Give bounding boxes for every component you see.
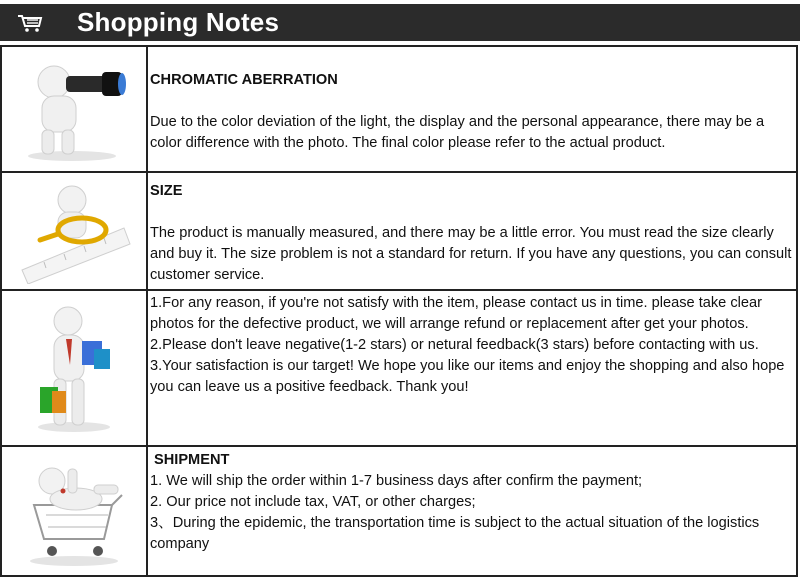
note-row-shipment	[2, 447, 798, 575]
note-text-cell	[149, 173, 794, 289]
note-title-chromatic: CHROMATIC ABERRATION	[150, 72, 338, 88]
note-text-cell	[149, 447, 794, 575]
note-body-chromatic: Due to the color deviation of the light, the display and the personal appearance, there may be a color difference with the photo. The final color please refer to the actual product.	[150, 114, 765, 151]
cart-icon	[17, 13, 43, 33]
note-row-size	[2, 173, 798, 291]
note-line-shipment-3: 3、During the epidemic, the transportation time is subject to the actual situation of the logistics company	[150, 515, 760, 552]
note-line-return-2: 2.Please don't leave negative(1-2 stars) or netural feedback(3 stars) before contacting with us.	[150, 337, 759, 353]
note-line-return-3: 3.Your satisfaction is our target! We hope you like our items and enjoy the shopping and also hope you can leave us a positive feedback. Thank you!	[150, 358, 785, 395]
photographer-figure-icon	[14, 54, 134, 164]
note-title-size: SIZE	[150, 183, 183, 199]
note-title-shipment: SHIPMENT	[154, 452, 230, 468]
note-line-return-1: 1.For any reason, if you're not satisfy with the item, please contact us in time. please take clear photos for the defective product, we will arrange refund or replacement after get your photos.	[150, 295, 762, 332]
note-row-return-policy	[2, 291, 798, 447]
magnifier-ruler-figure-icon	[14, 178, 134, 284]
page-title: Shopping Notes	[77, 7, 280, 37]
shopping-cart-figure-icon	[16, 455, 132, 567]
header-bar	[0, 4, 800, 41]
note-text-cell	[149, 291, 794, 445]
note-text-cell	[149, 47, 794, 171]
shopper-figure-icon	[24, 303, 124, 433]
note-line-shipment-2: 2. Our price not include tax, VAT, or other charges;	[150, 494, 476, 510]
note-body-size: The product is manually measured, and there may be a little error. You must read the size clearly and buy it. The size problem is not a standard for return. If you have any questions, you can consult customer service.	[150, 225, 792, 283]
note-row-chromatic	[2, 47, 798, 173]
note-line-shipment-1: 1. We will ship the order within 1-7 business days after confirm the payment;	[150, 473, 643, 489]
notes-table	[0, 45, 798, 577]
